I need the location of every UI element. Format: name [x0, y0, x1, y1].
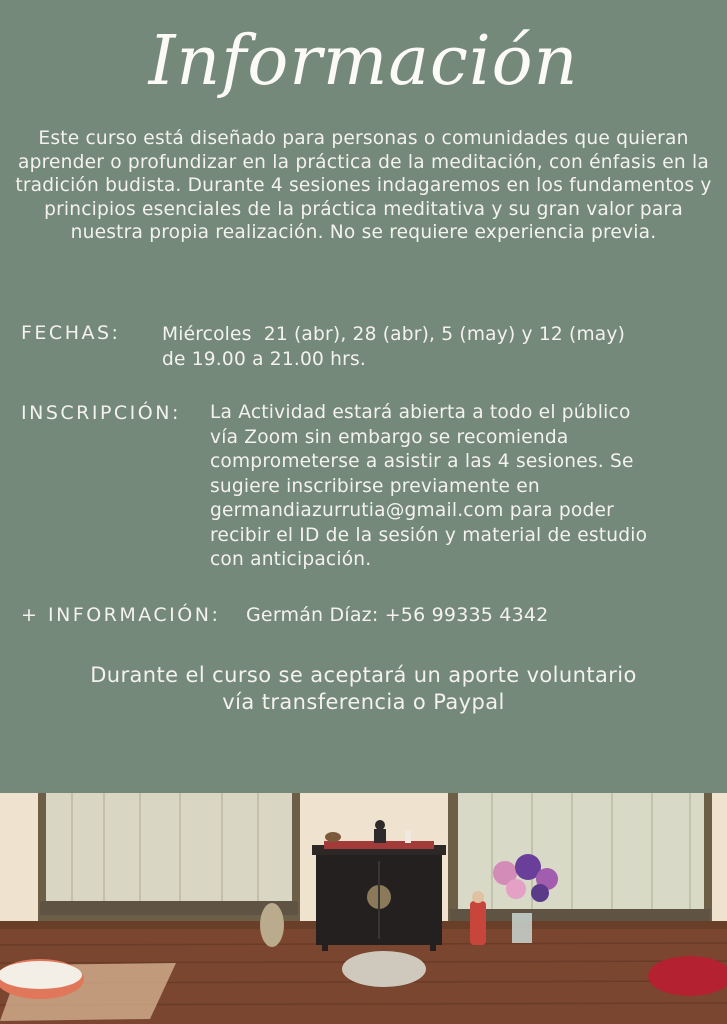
inscripcion-line: germandiazurrutia@gmail.com para poder [210, 500, 614, 521]
inscripcion-line: recibir el ID de la sesión y material de estudio [210, 524, 648, 546]
closing-note [0, 662, 727, 716]
fechas-line-2: de 19.00 a 21.00 hrs. [162, 348, 366, 370]
closing-line-2: vía transferencia o Paypal [222, 690, 505, 714]
meditation-room-photo [0, 793, 727, 1024]
fechas-line-1: Miércoles 21 (abr), 28 (abr), 5 (may) y 12 (may) [162, 324, 626, 345]
intro-paragraph: Este curso está diseñado para personas o comunidades que quieran aprender o profundizar en la práctica de la meditación, con énfasis en la tradición budista. Durante 4 sesiones indagaremos en los fundamentos y principios esenciales de la práctica meditativa y su gran valor para nuestra propia realización. No se requiere experiencia previa. [15, 128, 712, 243]
fechas-value [162, 323, 625, 372]
inscripcion-line: comprometerse a asistir a las 4 sesiones. Se [210, 451, 634, 472]
mas-info-value: Germán Díaz: +56 99335 4342 [246, 604, 549, 626]
inscripcion-value [210, 401, 647, 573]
closing-line-1: Durante el curso se aceptará un aporte voluntario [90, 663, 637, 687]
inscripcion-line: vía Zoom sin embargo se recomienda [210, 426, 569, 448]
inscripcion-line: con anticipación. [210, 549, 372, 570]
inscripcion-line: La Actividad estará abierta a todo el público [210, 402, 631, 423]
inscripcion-line: sugiere inscribirse previamente en [210, 475, 540, 497]
mas-info-label: + INFORMACIÓN: [21, 604, 221, 626]
meditation-room-illustration [0, 793, 727, 1024]
fechas-label: FECHAS: [21, 322, 121, 344]
inscripcion-label: INSCRIPCIÓN: [21, 402, 181, 424]
page-title: Información [148, 22, 579, 101]
